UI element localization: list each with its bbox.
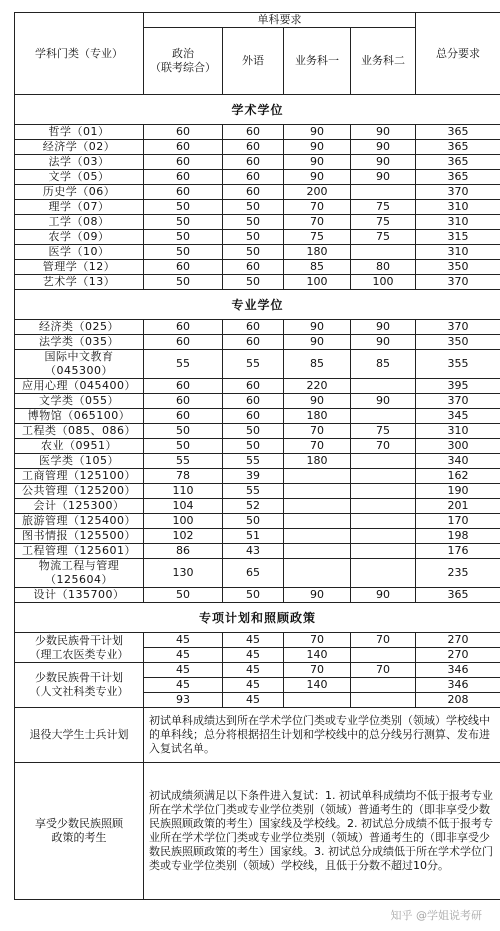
subject2-cell: 75	[351, 215, 416, 230]
subject1-cell: 70	[284, 633, 351, 648]
subject1-cell: 180	[284, 409, 351, 424]
subject1-cell: 70	[284, 439, 351, 454]
foreign-cell: 39	[223, 469, 284, 484]
table-row	[15, 320, 500, 335]
politics-cell: 55	[144, 350, 223, 379]
foreign-cell: 60	[223, 394, 284, 409]
category-cell: 图书情报（125500）	[15, 529, 144, 544]
subject2-cell	[351, 529, 416, 544]
politics-cell: 102	[144, 529, 223, 544]
subject2-header: 业务科二	[351, 28, 416, 95]
total-cell: 365	[416, 170, 500, 185]
category-cell: 工程类（085、086）	[15, 424, 144, 439]
foreign-cell: 50	[223, 514, 284, 529]
politics-cell: 50	[144, 439, 223, 454]
single-subject-header: 单科要求	[144, 13, 416, 28]
subject1-cell: 70	[284, 663, 351, 678]
table-row	[15, 484, 500, 499]
total-cell: 208	[416, 693, 500, 708]
politics-cell: 60	[144, 140, 223, 155]
category-cell: 农学（09）	[15, 230, 144, 245]
politics-cell: 50	[144, 245, 223, 260]
total-cell: 310	[416, 245, 500, 260]
score-requirements-table	[14, 12, 500, 900]
category-cell: 哲学（01）	[15, 125, 144, 140]
total-cell: 315	[416, 230, 500, 245]
table-row	[15, 260, 500, 275]
total-cell: 370	[416, 275, 500, 290]
subject2-cell	[351, 559, 416, 588]
category-cell: 农业（0951）	[15, 439, 144, 454]
subject1-cell	[284, 559, 351, 588]
subject2-cell	[351, 454, 416, 469]
subject2-cell: 75	[351, 424, 416, 439]
foreign-cell: 45	[223, 633, 284, 648]
subject1-cell: 85	[284, 260, 351, 275]
total-cell: 270	[416, 648, 500, 663]
subject1-cell	[284, 484, 351, 499]
table-row	[15, 559, 500, 588]
category-cell: 设计（135700）	[15, 588, 144, 603]
category-cell: 会计（125300）	[15, 499, 144, 514]
politics-cell: 50	[144, 200, 223, 215]
table-row	[15, 469, 500, 484]
subject1-cell: 180	[284, 245, 351, 260]
table-row	[15, 335, 500, 350]
total-cell: 370	[416, 394, 500, 409]
total-cell: 310	[416, 200, 500, 215]
subject1-cell: 90	[284, 155, 351, 170]
total-cell: 365	[416, 155, 500, 170]
subject2-cell	[351, 484, 416, 499]
foreign-cell: 50	[223, 275, 284, 290]
minority-policy-label: 享受少数民族照顾 政策的考生	[15, 763, 144, 900]
subject1-cell: 90	[284, 125, 351, 140]
foreign-cell: 55	[223, 350, 284, 379]
category-cell: 博物馆（065100）	[15, 409, 144, 424]
subject2-cell	[351, 544, 416, 559]
category-cell: 经济学（02）	[15, 140, 144, 155]
table-row	[15, 409, 500, 424]
foreign-cell: 50	[223, 245, 284, 260]
total-cell: 190	[416, 484, 500, 499]
total-cell: 370	[416, 320, 500, 335]
subject2-cell: 90	[351, 140, 416, 155]
politics-cell: 60	[144, 320, 223, 335]
minority-hum-label: 少数民族骨干计划 （人文社科类专业）	[15, 663, 144, 708]
total-cell: 345	[416, 409, 500, 424]
politics-cell: 50	[144, 275, 223, 290]
total-cell: 365	[416, 140, 500, 155]
total-cell: 355	[416, 350, 500, 379]
subject1-cell: 220	[284, 379, 351, 394]
subject2-cell: 85	[351, 350, 416, 379]
politics-cell: 50	[144, 424, 223, 439]
category-cell: 公共管理（125200）	[15, 484, 144, 499]
total-cell: 365	[416, 588, 500, 603]
foreign-cell: 60	[223, 170, 284, 185]
table-row	[15, 663, 500, 678]
foreign-cell: 52	[223, 499, 284, 514]
category-cell: 工学（08）	[15, 215, 144, 230]
category-cell: 医学（10）	[15, 245, 144, 260]
subject1-cell	[284, 544, 351, 559]
politics-cell: 60	[144, 125, 223, 140]
category-cell: 文学（05）	[15, 170, 144, 185]
table-row	[15, 499, 500, 514]
politics-cell: 60	[144, 379, 223, 394]
subject2-cell	[351, 409, 416, 424]
politics-cell: 60	[144, 155, 223, 170]
foreign-cell: 43	[223, 544, 284, 559]
subject1-cell: 90	[284, 140, 351, 155]
table-body	[15, 13, 500, 900]
subject2-cell	[351, 185, 416, 200]
subject1-cell: 70	[284, 424, 351, 439]
table-row	[15, 170, 500, 185]
politics-cell: 130	[144, 559, 223, 588]
subject2-cell	[351, 648, 416, 663]
politics-cell: 60	[144, 260, 223, 275]
section-title: 专项计划和照顾政策	[15, 603, 500, 633]
foreign-cell: 55	[223, 484, 284, 499]
total-cell: 370	[416, 185, 500, 200]
foreign-cell: 60	[223, 140, 284, 155]
category-cell: 法学（03）	[15, 155, 144, 170]
subject1-cell	[284, 499, 351, 514]
politics-cell: 45	[144, 663, 223, 678]
subject1-cell: 180	[284, 454, 351, 469]
table-row	[15, 230, 500, 245]
subject1-cell	[284, 469, 351, 484]
foreign-cell: 45	[223, 678, 284, 693]
total-cell: 365	[416, 125, 500, 140]
foreign-cell: 55	[223, 454, 284, 469]
foreign-cell: 51	[223, 529, 284, 544]
politics-cell: 86	[144, 544, 223, 559]
politics-cell: 50	[144, 215, 223, 230]
politics-cell: 45	[144, 633, 223, 648]
politics-header-line2: （联考综合）	[150, 61, 216, 74]
politics-header	[144, 28, 223, 95]
total-cell: 235	[416, 559, 500, 588]
category-cell: 国际中文教育 （045300）	[15, 350, 144, 379]
subject2-cell: 70	[351, 439, 416, 454]
total-cell: 176	[416, 544, 500, 559]
subject2-cell: 90	[351, 125, 416, 140]
category-cell: 医学类（105）	[15, 454, 144, 469]
category-header: 学科门类（专业）	[15, 13, 144, 95]
total-cell: 310	[416, 215, 500, 230]
total-cell: 198	[416, 529, 500, 544]
foreign-cell: 60	[223, 260, 284, 275]
veteran-row	[15, 708, 500, 763]
table-row	[15, 125, 500, 140]
table-row	[15, 439, 500, 454]
subject1-cell	[284, 514, 351, 529]
foreign-cell: 50	[223, 439, 284, 454]
subject2-cell: 80	[351, 260, 416, 275]
header-row-1	[15, 13, 500, 28]
total-cell: 300	[416, 439, 500, 454]
politics-cell: 60	[144, 170, 223, 185]
foreign-cell: 45	[223, 663, 284, 678]
subject2-cell: 75	[351, 230, 416, 245]
table-row	[15, 424, 500, 439]
section-title: 学术学位	[15, 95, 500, 125]
foreign-header: 外语	[223, 28, 284, 95]
subject2-cell	[351, 678, 416, 693]
foreign-cell: 60	[223, 335, 284, 350]
politics-cell: 60	[144, 185, 223, 200]
subject1-cell	[284, 529, 351, 544]
subject2-cell: 70	[351, 663, 416, 678]
table-row	[15, 185, 500, 200]
politics-cell: 100	[144, 514, 223, 529]
category-cell: 工程管理（125601）	[15, 544, 144, 559]
subject2-cell: 90	[351, 394, 416, 409]
table-row	[15, 350, 500, 379]
section-professional	[15, 290, 500, 320]
foreign-cell: 50	[223, 200, 284, 215]
table-row	[15, 200, 500, 215]
subject1-cell: 200	[284, 185, 351, 200]
politics-cell: 60	[144, 409, 223, 424]
politics-cell: 45	[144, 648, 223, 663]
politics-cell: 60	[144, 394, 223, 409]
minority-policy-note: 初试成绩须满足以下条件进入复试：1. 初试单科成绩均不低于报考专业所在学术学位门类或专业学位类别（领域）普通考生的（即非享受少数民族照顾政策的考生）国家线及学校线。2. 初试总分成绩不低于报考专业所在学术学位门类或专业学位类别（领域）普通考生的（即非享受少数民族照顾政策的考生）国家线。3. 初试总分成绩低于所在学术学位门类或专业学位类别（领域）学校线，且低于分数不超过10分。	[144, 763, 500, 900]
politics-cell: 60	[144, 335, 223, 350]
foreign-cell: 65	[223, 559, 284, 588]
category-cell: 艺术学（13）	[15, 275, 144, 290]
category-cell: 历史学（06）	[15, 185, 144, 200]
veteran-label: 退役大学生士兵计划	[15, 708, 144, 763]
table-row	[15, 454, 500, 469]
politics-cell: 78	[144, 469, 223, 484]
category-cell: 工商管理（125100）	[15, 469, 144, 484]
total-cell: 201	[416, 499, 500, 514]
table-row	[15, 544, 500, 559]
politics-cell: 45	[144, 678, 223, 693]
foreign-cell: 50	[223, 230, 284, 245]
foreign-cell: 60	[223, 379, 284, 394]
total-cell: 350	[416, 335, 500, 350]
table-row	[15, 155, 500, 170]
table-row	[15, 275, 500, 290]
politics-cell: 104	[144, 499, 223, 514]
table-row	[15, 588, 500, 603]
total-cell: 170	[416, 514, 500, 529]
subject2-cell: 90	[351, 588, 416, 603]
foreign-cell: 50	[223, 588, 284, 603]
subject2-cell	[351, 469, 416, 484]
watermark: 知乎 @学姐说考研	[390, 909, 482, 922]
veteran-note: 初试单科成绩达到所在学术学位门类或专业学位类别（领域）学校线中的单科线；总分将根据招生计划和学校线中的总分线另行测算、发布进入复试名单。	[144, 708, 500, 763]
subject1-header: 业务科一	[284, 28, 351, 95]
subject2-cell	[351, 245, 416, 260]
politics-cell: 50	[144, 230, 223, 245]
total-cell: 350	[416, 260, 500, 275]
category-cell: 管理学（12）	[15, 260, 144, 275]
subject2-cell: 70	[351, 633, 416, 648]
subject1-cell: 90	[284, 394, 351, 409]
table-row	[15, 215, 500, 230]
table-row	[15, 529, 500, 544]
minority-policy-row	[15, 763, 500, 900]
foreign-cell: 60	[223, 155, 284, 170]
subject1-cell: 70	[284, 200, 351, 215]
subject1-cell: 140	[284, 648, 351, 663]
foreign-cell: 50	[223, 424, 284, 439]
section-special	[15, 603, 500, 633]
politics-cell: 110	[144, 484, 223, 499]
total-cell: 346	[416, 663, 500, 678]
subject1-cell: 90	[284, 170, 351, 185]
foreign-cell: 60	[223, 409, 284, 424]
subject1-cell: 100	[284, 275, 351, 290]
subject2-cell: 90	[351, 155, 416, 170]
section-academic	[15, 95, 500, 125]
subject2-cell: 90	[351, 335, 416, 350]
subject1-cell: 70	[284, 215, 351, 230]
politics-cell: 50	[144, 588, 223, 603]
subject2-cell: 90	[351, 170, 416, 185]
total-header: 总分要求	[416, 13, 500, 95]
table-row	[15, 140, 500, 155]
category-cell: 法学类（035）	[15, 335, 144, 350]
subject2-cell	[351, 499, 416, 514]
foreign-cell: 45	[223, 693, 284, 708]
subject2-cell: 100	[351, 275, 416, 290]
total-cell: 346	[416, 678, 500, 693]
politics-cell: 93	[144, 693, 223, 708]
total-cell: 340	[416, 454, 500, 469]
foreign-cell: 45	[223, 648, 284, 663]
minority-sci-label: 少数民族骨干计划 （理工农医类专业）	[15, 633, 144, 663]
subject1-cell: 90	[284, 588, 351, 603]
subject1-cell: 140	[284, 678, 351, 693]
subject1-cell: 75	[284, 230, 351, 245]
category-cell: 经济类（025）	[15, 320, 144, 335]
table-row	[15, 394, 500, 409]
total-cell: 162	[416, 469, 500, 484]
subject2-cell	[351, 693, 416, 708]
subject1-cell: 85	[284, 350, 351, 379]
subject2-cell	[351, 514, 416, 529]
table-row	[15, 514, 500, 529]
section-title: 专业学位	[15, 290, 500, 320]
subject2-cell: 75	[351, 200, 416, 215]
subject1-cell: 90	[284, 335, 351, 350]
subject1-cell: 90	[284, 320, 351, 335]
foreign-cell: 50	[223, 215, 284, 230]
table-row	[15, 379, 500, 394]
category-cell: 应用心理（045400）	[15, 379, 144, 394]
table-row	[15, 245, 500, 260]
category-cell: 物流工程与管理 （125604）	[15, 559, 144, 588]
total-cell: 395	[416, 379, 500, 394]
foreign-cell: 60	[223, 320, 284, 335]
subject1-cell	[284, 693, 351, 708]
subject2-cell	[351, 379, 416, 394]
foreign-cell: 60	[223, 125, 284, 140]
category-cell: 理学（07）	[15, 200, 144, 215]
total-cell: 270	[416, 633, 500, 648]
table-row	[15, 633, 500, 648]
politics-header-line1: 政治	[172, 47, 194, 60]
category-cell: 文学类（055）	[15, 394, 144, 409]
subject2-cell: 90	[351, 320, 416, 335]
total-cell: 310	[416, 424, 500, 439]
foreign-cell: 60	[223, 185, 284, 200]
category-cell: 旅游管理（125400）	[15, 514, 144, 529]
politics-cell: 55	[144, 454, 223, 469]
